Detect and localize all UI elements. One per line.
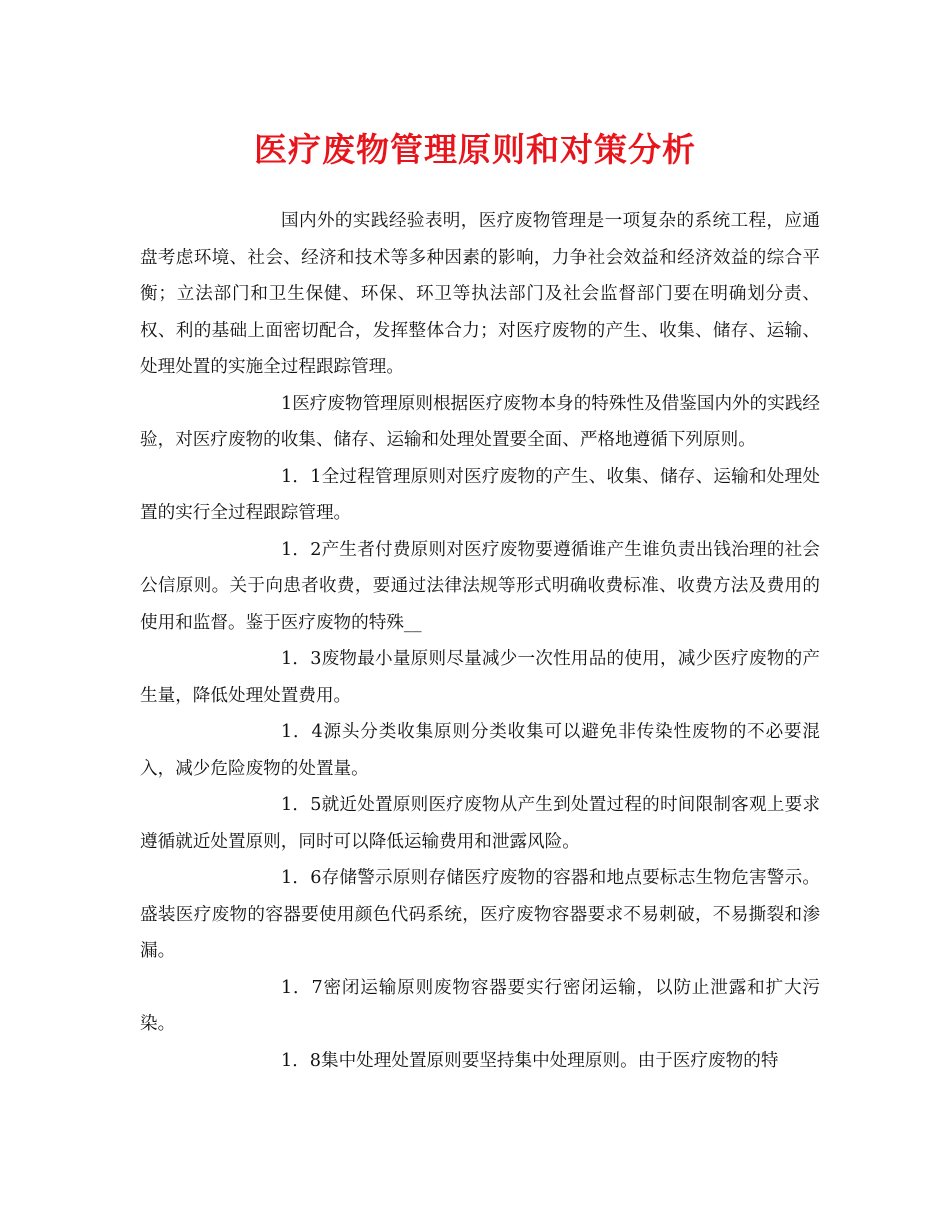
section-1-7-paragraph: 1．7密闭运输原则废物容器要实行密闭运输，以防止泄露和扩大污染。 [140, 977, 820, 1034]
section-1-2-paragraph: 1．2产生者付费原则对医疗废物要遵循谁产生谁负责出钱治理的社会公信原则。关于向患者收费，要通过法律法规等形式明确收费标准、收费方法及费用的使用和监督。鉴于医疗废物的特殊__ [140, 539, 820, 633]
section-1-6-paragraph: 1．6存储警示原则存储医疗废物的容器和地点要标志生物危害警示。盛装医疗废物的容器要使用颜色代码系统，医疗废物容器要求不易刺破，不易撕裂和渗漏。 [140, 868, 820, 961]
document-title: 医疗废物管理原则和对策分析 [254, 130, 696, 169]
section-1-3-paragraph: 1．3废物最小量原则尽量减少一次性用品的使用，减少医疗废物的产生量，降低处理处置费用。 [140, 649, 820, 706]
document-body [140, 203, 820, 1079]
intro-paragraph: 国内外的实践经验表明，医疗废物管理是一项复杂的系统工程，应通盘考虑环境、社会、经济和技术等多种因素的影响，力争社会效益和经济效益的综合平衡；立法部门和卫生保健、环保、环卫等执法部门及社会监督部门要在明确划分责、权、利的基础上面密切配合，发挥整体合力；对医疗废物的产生、收集、储存、运输、处理处置的实施全过程跟踪管理。 [140, 211, 820, 377]
section-1-4-paragraph: 1．4源头分类收集原则分类收集可以避免非传染性废物的不必要混入，减少危险废物的处置量。 [140, 722, 820, 779]
section-1-8-paragraph: 1．8集中处理处置原则要坚持集中处理原则。由于医疗废物的特 [281, 1050, 779, 1071]
section-1-1-paragraph: 1．1全过程管理原则对医疗废物的产生、收集、储存、运输和处理处置的实行全过程跟踪管理。 [140, 466, 820, 523]
section-1-5-paragraph: 1．5就近处置原则医疗废物从产生到处置过程的时间限制客观上要求遵循就近处置原则，同时可以降低运输费用和泄露风险。 [140, 795, 820, 852]
section-1-paragraph: 1医疗废物管理原则根据医疗废物本身的特殊性及借鉴国内外的实践经验，对医疗废物的收集、储存、运输和处理处置要全面、严格地遵循下列原则。 [140, 393, 821, 450]
